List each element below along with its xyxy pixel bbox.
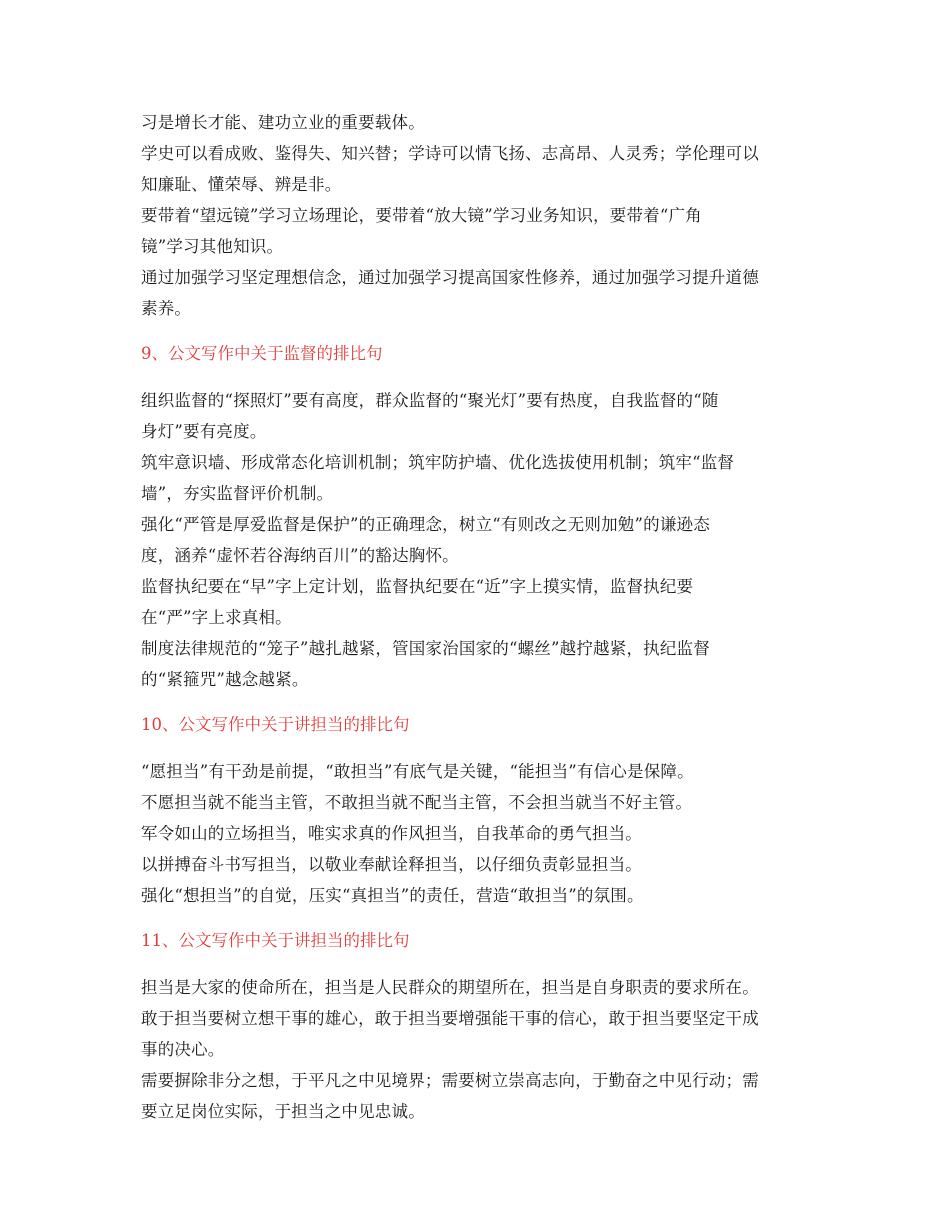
text-line: 军令如山的立场担当，唯实求真的作风担当，自我革命的勇气担当。 [141, 824, 642, 843]
text-line: 素养。 [141, 299, 192, 318]
text-line: 需要摒除非分之想，于平凡之中见境界；需要树立崇高志向，于勤奋之中见行动；需 [141, 1071, 759, 1090]
text-line: 强化“严管是厚爱监督是保护”的正确理念，树立“有则改之无则加勉”的谦逊态 [141, 515, 710, 534]
text-line: 通过加强学习坚定理想信念，通过加强学习提高国家性修养，通过加强学习提升道德 [141, 268, 759, 287]
text-line: 组织监督的“探照灯”要有高度，群众监督的“聚光灯”要有热度，自我监督的“随 [141, 391, 719, 410]
text-line: 事的决心。 [141, 1040, 225, 1059]
section-responsibility-1 [141, 709, 803, 911]
text-line: “愿担当”有干劲是前提，“敢担当”有底气是关键，“能担当”有信心是保障。 [141, 762, 694, 781]
text-line: 监督执纪要在“早”字上定计划，监督执纪要在“近”字上摸实情，监督执纪要 [141, 577, 694, 596]
text-line: 的“紧箍咒”越念越紧。 [141, 670, 309, 689]
text-line: 习是增长才能、建功立业的重要载体。 [141, 113, 425, 132]
text-line: 墙”，夯实监督评价机制。 [141, 484, 334, 503]
text-line: 以拼搏奋斗书写担当，以敬业奉献诠释担当，以仔细负责彰显担当。 [141, 855, 642, 874]
section-responsibility-2 [141, 925, 803, 1127]
text-line: 筑牢意识墙、形成常态化培训机制；筑牢防护墙、优化选拔使用机制；筑牢“监督 [141, 453, 735, 472]
section-heading: 10、公文写作中关于讲担当的排比句 [141, 715, 410, 734]
text-line: 要立足岗位实际，于担当之中见忠诚。 [141, 1102, 425, 1121]
text-line: 要带着“望远镜”学习立场理论，要带着“放大镜”学习业务知识，要带着“广角 [141, 206, 702, 225]
text-line: 在“严”字上求真相。 [141, 608, 292, 627]
text-line: 不愿担当就不能当主管，不敢担当就不配当主管，不会担当就当不好主管。 [141, 793, 693, 812]
section-heading: 9、公文写作中关于监督的排比句 [141, 344, 383, 363]
text-line: 敢于担当要树立想干事的雄心，敢于担当要增强能干事的信心，敢于担当要坚定干成 [141, 1009, 759, 1028]
document-page [141, 107, 803, 1127]
section-heading: 11、公文写作中关于讲担当的排比句 [141, 931, 410, 950]
text-line: 知廉耻、懂荣辱、辨是非。 [141, 175, 342, 194]
intro-paragraphs [141, 107, 803, 324]
text-line: 学史可以看成败、鉴得失、知兴替；学诗可以情飞扬、志高昂、人灵秀；学伦理可以 [141, 144, 759, 163]
text-line: 制度法律规范的“笼子”越扎越紧，管国家治国家的“螺丝”越拧越紧，执纪监督 [141, 639, 710, 658]
text-line: 身灯”要有亮度。 [141, 422, 267, 441]
text-line: 担当是大家的使命所在，担当是人民群众的期望所在，担当是自身职责的要求所在。 [141, 978, 759, 997]
section-supervision [141, 338, 803, 695]
text-line: 镜”学习其他知识。 [141, 237, 284, 256]
text-line: 强化“想担当”的自觉，压实“真担当”的责任，营造“敢担当”的氛围。 [141, 886, 644, 905]
text-line: 度，涵养“虚怀若谷海纳百川”的豁达胸怀。 [141, 546, 459, 565]
